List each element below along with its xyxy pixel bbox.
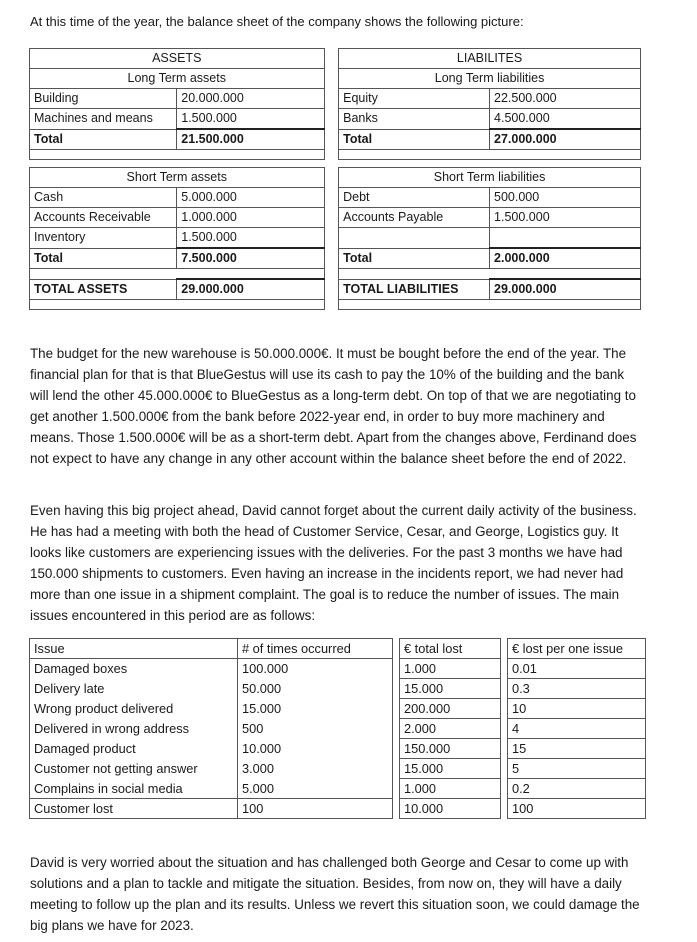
paragraph-issues-context: Even having this big project ahead, David cannot forget about the current daily activity of the business. He has had a meeting with both the head of Customer Service, Cesar, and George, Logistics guy. It looks like customers are experiencing issues with the deliveries. For the past 3 months we have had 150.000 shipments to customers. Even having an increase in the incidents report, we had never had more than one issue in a shipment complaint. The goal is to reduce the number of issues. The main issues encountered in this period are as follows: [30,503,637,623]
table-row: Building 20.000.000 Equity 22.500.000 [30,89,641,109]
total-assets-value: 29.000.000 [177,279,324,300]
total-liabilities-label: TOTAL LIABILITIES [339,279,490,300]
total-liabilities-value: 29.000.000 [490,279,641,300]
table-row: Delivered in wrong address 500 2.000 4 [30,719,646,739]
table-row: Damaged boxes 100.000 1.000 0.01 [30,659,646,679]
long-term-liabilities-header: Long Term liabilities [339,69,641,89]
grand-total-row [30,279,641,300]
table-row-total: Total 7.500.000 Total 2.000.000 [30,248,641,269]
table-row: Inventory 1.500.000 [30,228,641,249]
total-assets-label: TOTAL ASSETS [30,279,177,300]
intro-text: At this time of the year, the balance sheet of the company shows the following picture: [30,14,524,29]
table-row: Wrong product delivered 15.000 200.000 10 [30,699,646,719]
table-row: Machines and means 1.500.000 Banks 4.500.000 [30,109,641,130]
liabilities-header: LIABILITES [339,49,641,69]
table-row: Customer lost 100 10.000 100 [30,799,646,819]
table-row: Customer not getting answer 3.000 15.000 5 [30,759,646,779]
balance-sheet-short-term [29,167,641,310]
table-row: Accounts Receivable 1.000.000 Accounts Payable 1.500.000 [30,208,641,228]
paragraph-conclusion: David is very worried about the situation and has challenged both George and Cesar to come up with solutions and a plan to tackle and mitigate the situation. Besides, from now on, they will have a daily meeting to follow up the plan and its results. Unless we revert this situation soon, we could damage the big plans we have for 2023. [30,855,640,933]
short-term-assets-header: Short Term assets [30,168,325,188]
table-row: Complains in social media 5.000 1.000 0.2 [30,779,646,799]
issues-table [29,638,646,819]
table-header-row: Issue # of times occurred € total lost € lost per one issue [30,639,646,659]
table-row: Damaged product 10.000 150.000 15 [30,739,646,759]
paragraph-budget: The budget for the new warehouse is 50.000.000€. It must be bought before the end of the year. The financial plan for that is that BlueGestus will use its cash to pay the 10% of the building and the bank will lend the other 45.000.000€ to BlueGestus as a long-term debt. On top of that we are negotiating to get another 1.500.000€ from the bank before 2022-year end, in order to buy more machinery and means. Those 1.500.000€ will be as a short-term debt. Apart from the changes above, Ferdinand does not expect to have any change in any other account within the balance sheet before the end of 2022. [30,346,637,466]
long-term-assets-header: Long Term assets [30,69,325,89]
assets-header: ASSETS [30,49,325,69]
table-row: Delivery late 50.000 15.000 0.3 [30,679,646,699]
balance-sheet-long-term [29,48,641,160]
short-term-liabilities-header: Short Term liabilities [339,168,641,188]
table-row-total: Total 21.500.000 Total 27.000.000 [30,129,641,150]
table-row: Cash 5.000.000 Debt 500.000 [30,188,641,208]
